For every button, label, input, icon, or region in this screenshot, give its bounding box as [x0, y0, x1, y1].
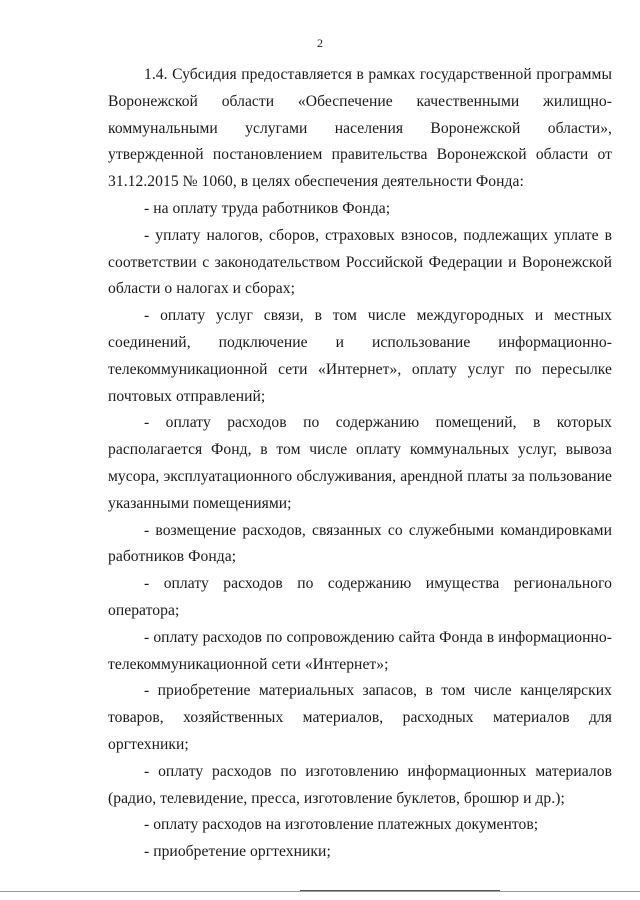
paragraph-subsidy-purpose: 1.4. Субсидия предоставляется в рамках государственной программы Воронежской области «Обеспечение качественными жилищно-коммунальными услугами населения Воронежской области», утвержденной постановлением правительства Воронежской области от 31.12.2015 № 1060, в целях обеспечения деятельности Фонда: — [108, 66, 612, 191]
scan-bottom-edge-dark — [300, 890, 500, 891]
document-body — [108, 62, 612, 866]
list-item-taxes: - уплату налогов, сборов, страховых взносов, подлежащих уплате в соответствии с законодательством Российской Федерации и Воронежской области о налогах и сборах; — [108, 226, 612, 298]
list-item-office-equipment: - приобретение оргтехники; — [144, 843, 331, 861]
list-item-materials: - приобретение материальных запасов, в том числе канцелярских товаров, хозяйственных материалов, расходных материалов для оргтехники; — [108, 682, 612, 753]
list-item-premises: - оплату расходов по содержанию помещений, в которых располагается Фонд, в том числе оплату коммунальных услуг, вывоза мусора, эксплуатационного обслуживания, арендной платы за пользование указанными помещениями; — [108, 414, 612, 512]
scan-bottom-edge — [0, 891, 640, 892]
page-number: 2 — [317, 36, 323, 50]
list-item-communication: - оплату услуг связи, в том числе междугородных и местных соединений, подключение и использование информационно-телекоммуникационной сети «Интернет», оплату услуг по пересылке почтовых отправлений; — [108, 307, 612, 405]
list-item-website-support: - оплату расходов по сопровождению сайта Фонда в информационно-телекоммуникационной сети «Интернет»; — [108, 628, 612, 673]
list-item-info-materials: - оплату расходов по изготовлению информационных материалов (радио, телевидение, пресса, изготовление буклетов, брошюр и др.); — [108, 762, 612, 807]
list-item-business-trips: - возмещение расходов, связанных со служебными командировками работников Фонда; — [108, 521, 612, 566]
list-item-payment-documents: - оплату расходов на изготовление платежных документов; — [144, 816, 539, 834]
list-item-labor-pay: - на оплату труда работников Фонда; — [144, 199, 391, 217]
list-item-property-maintenance: - оплату расходов по содержанию имущества регионального оператора; — [108, 575, 612, 619]
